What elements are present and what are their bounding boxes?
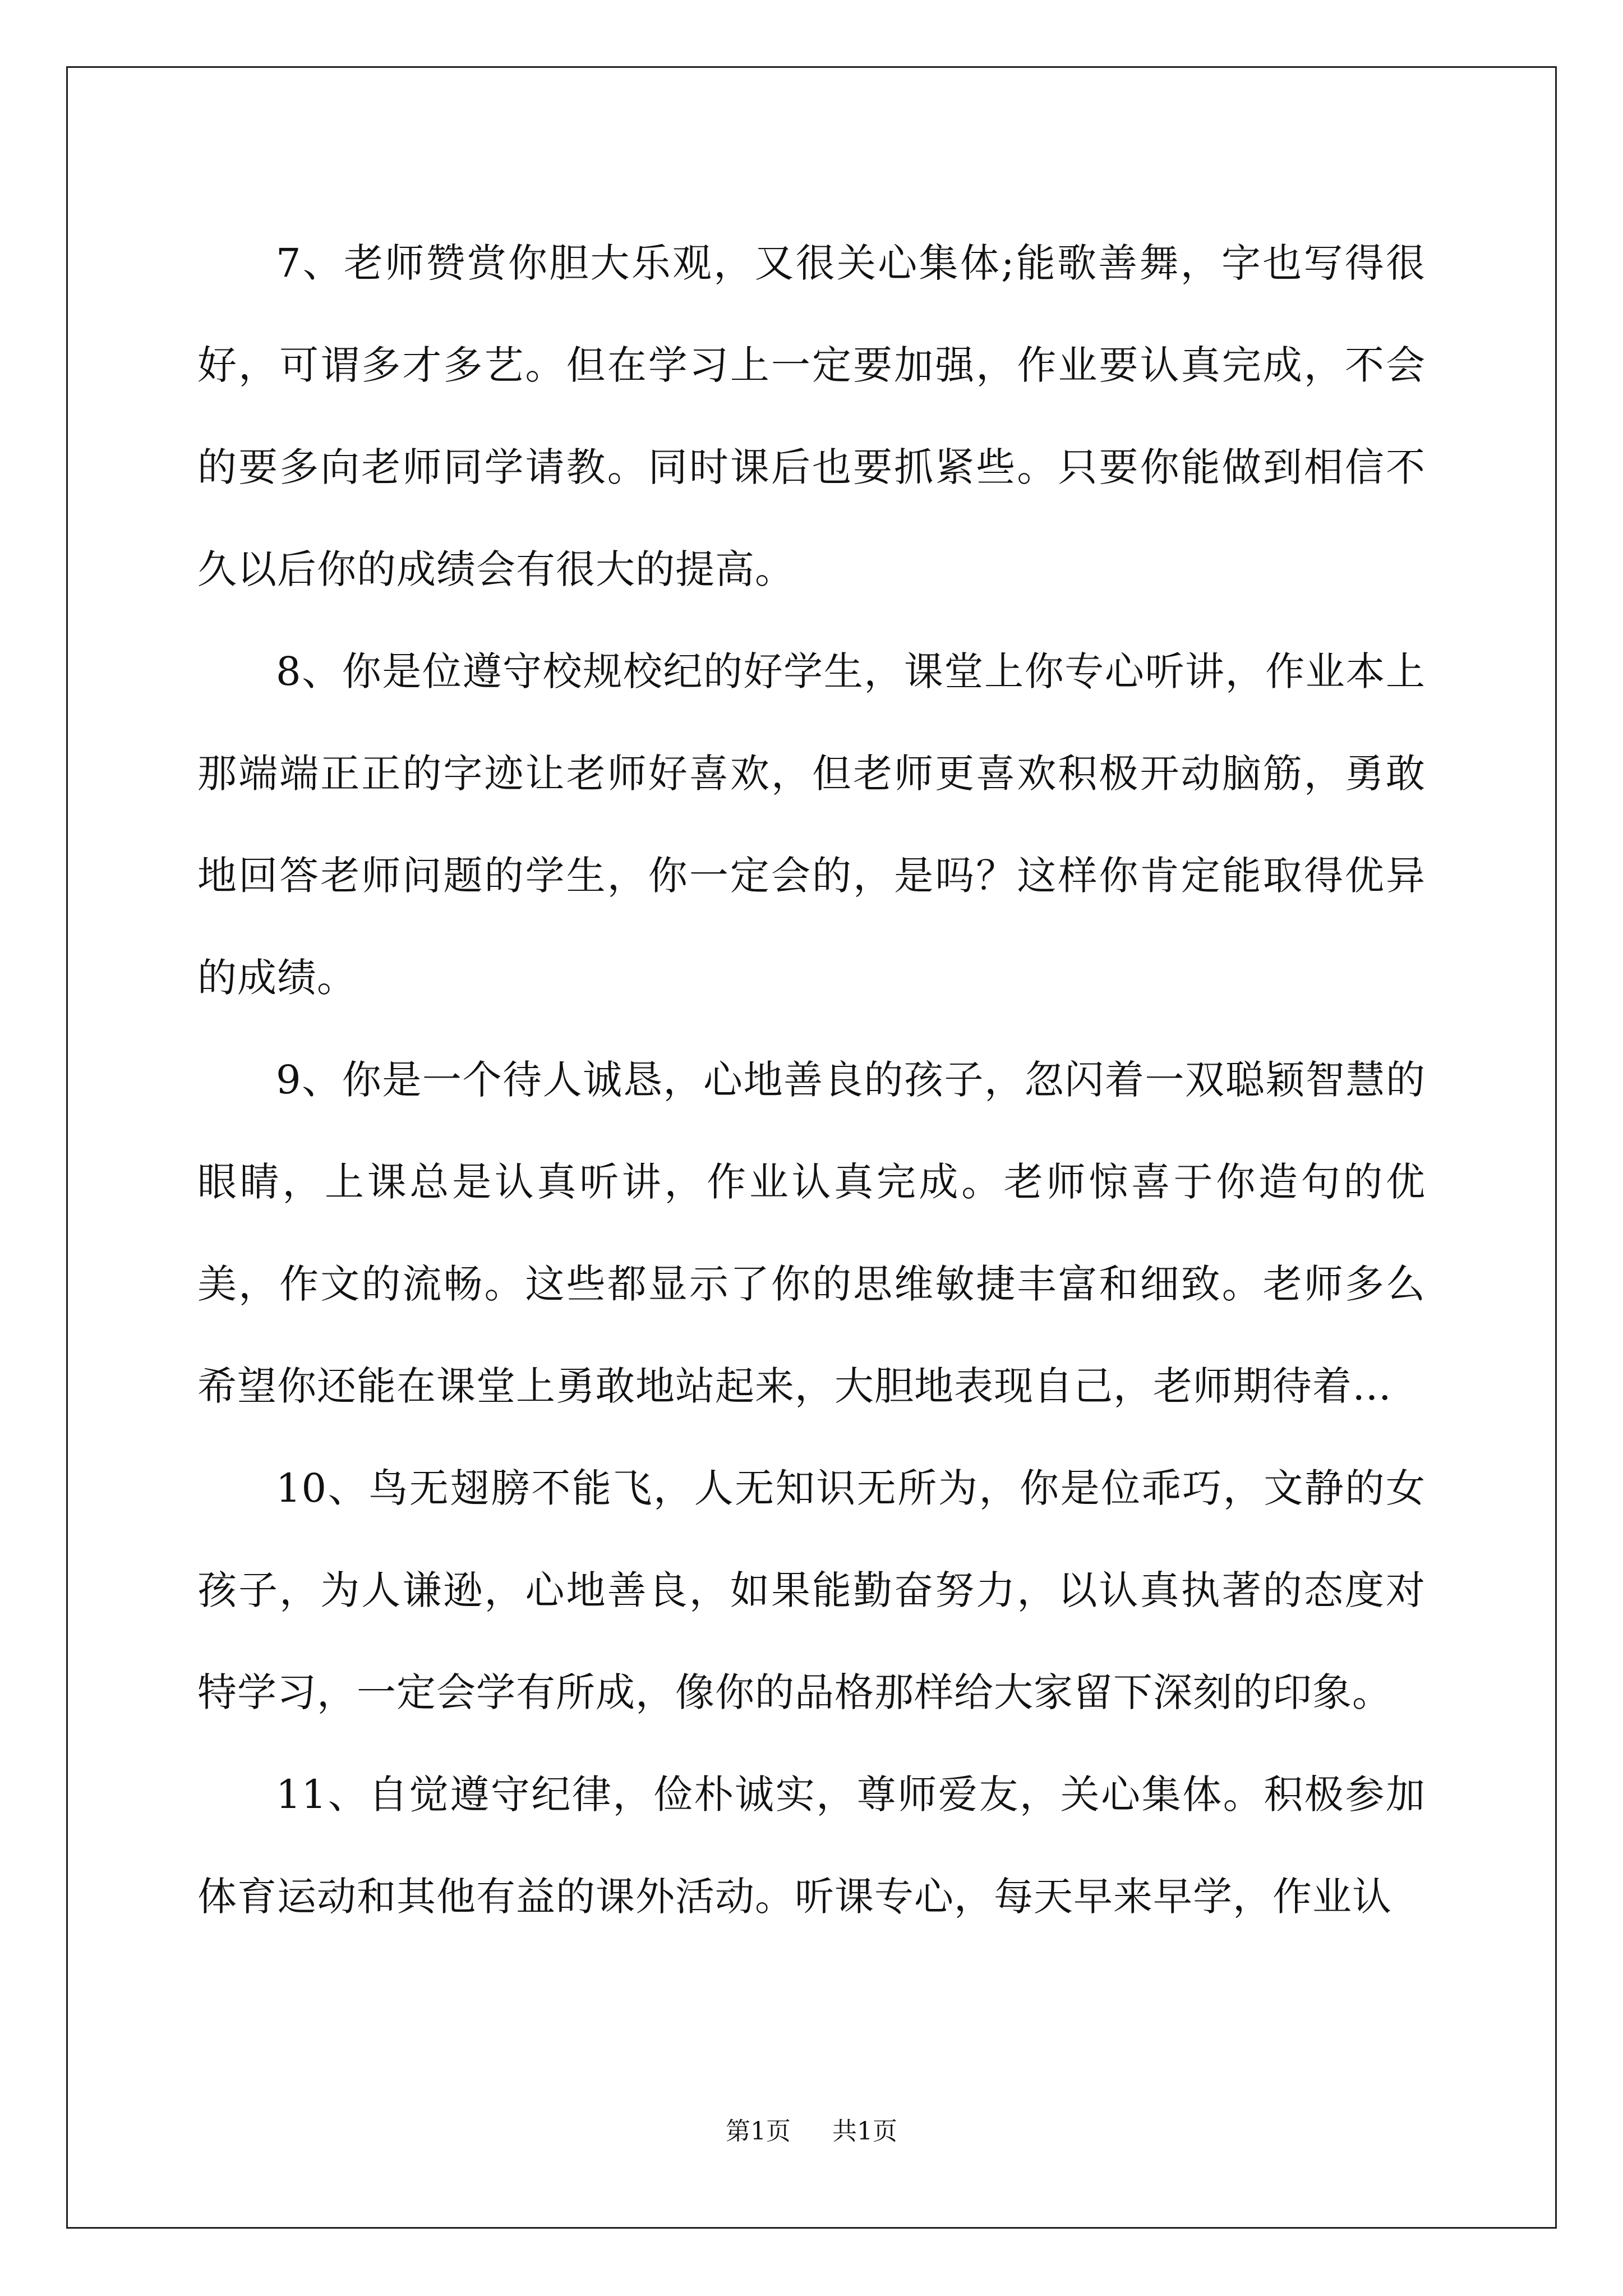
paragraph-11: 11、自觉遵守纪律，俭朴诚实，尊师爱友，关心集体。积极参加体育运动和其他有益的课外活动。听课专心，每天早来早学，作业认 [197,1772,1426,1920]
page-number-current: 第1页 [726,2117,791,2146]
page-footer [0,2115,1623,2148]
document-body [197,212,1426,1948]
paragraph-7: 7、老师赞赏你胆大乐观，又很关心集体;能歌善舞，字也写得很好，可谓多才多艺。但在学习上一定要加强，作业要认真完成，不会的要多向老师同学请教。同时课后也要抓紧些。只要你能做到相信不久以后你的成绩会有很大的提高。 [197,240,1426,592]
page-number-total: 共1页 [832,2117,897,2146]
paragraph-9: 9、你是一个待人诚恳，心地善良的孩子，忽闪着一双聪颖智慧的眼睛，上课总是认真听讲，作业认真完成。老师惊喜于你造句的优美，作文的流畅。这些都显示了你的思维敏捷丰富和细致。老师多么希望你还能在课堂上勇敢地站起来，大胆地表现自己，老师期待着… [197,1057,1426,1409]
paragraph-10: 10、鸟无翅膀不能飞，人无知识无所为，你是位乖巧，文静的女孩子，为人谦逊，心地善良，如果能勤奋努力，以认真执著的态度对特学习，一定会学有所成，像你的品格那样给大家留下深刻的印象。 [197,1465,1426,1715]
paragraph-8: 8、你是位遵守校规校纪的好学生，课堂上你专心听讲，作业本上那端端正正的字迹让老师好喜欢，但老师更喜欢积极开动脑筋，勇敢地回答老师问题的学生，你一定会的，是吗？这样你肯定能取得优异的成绩。 [197,648,1426,1001]
